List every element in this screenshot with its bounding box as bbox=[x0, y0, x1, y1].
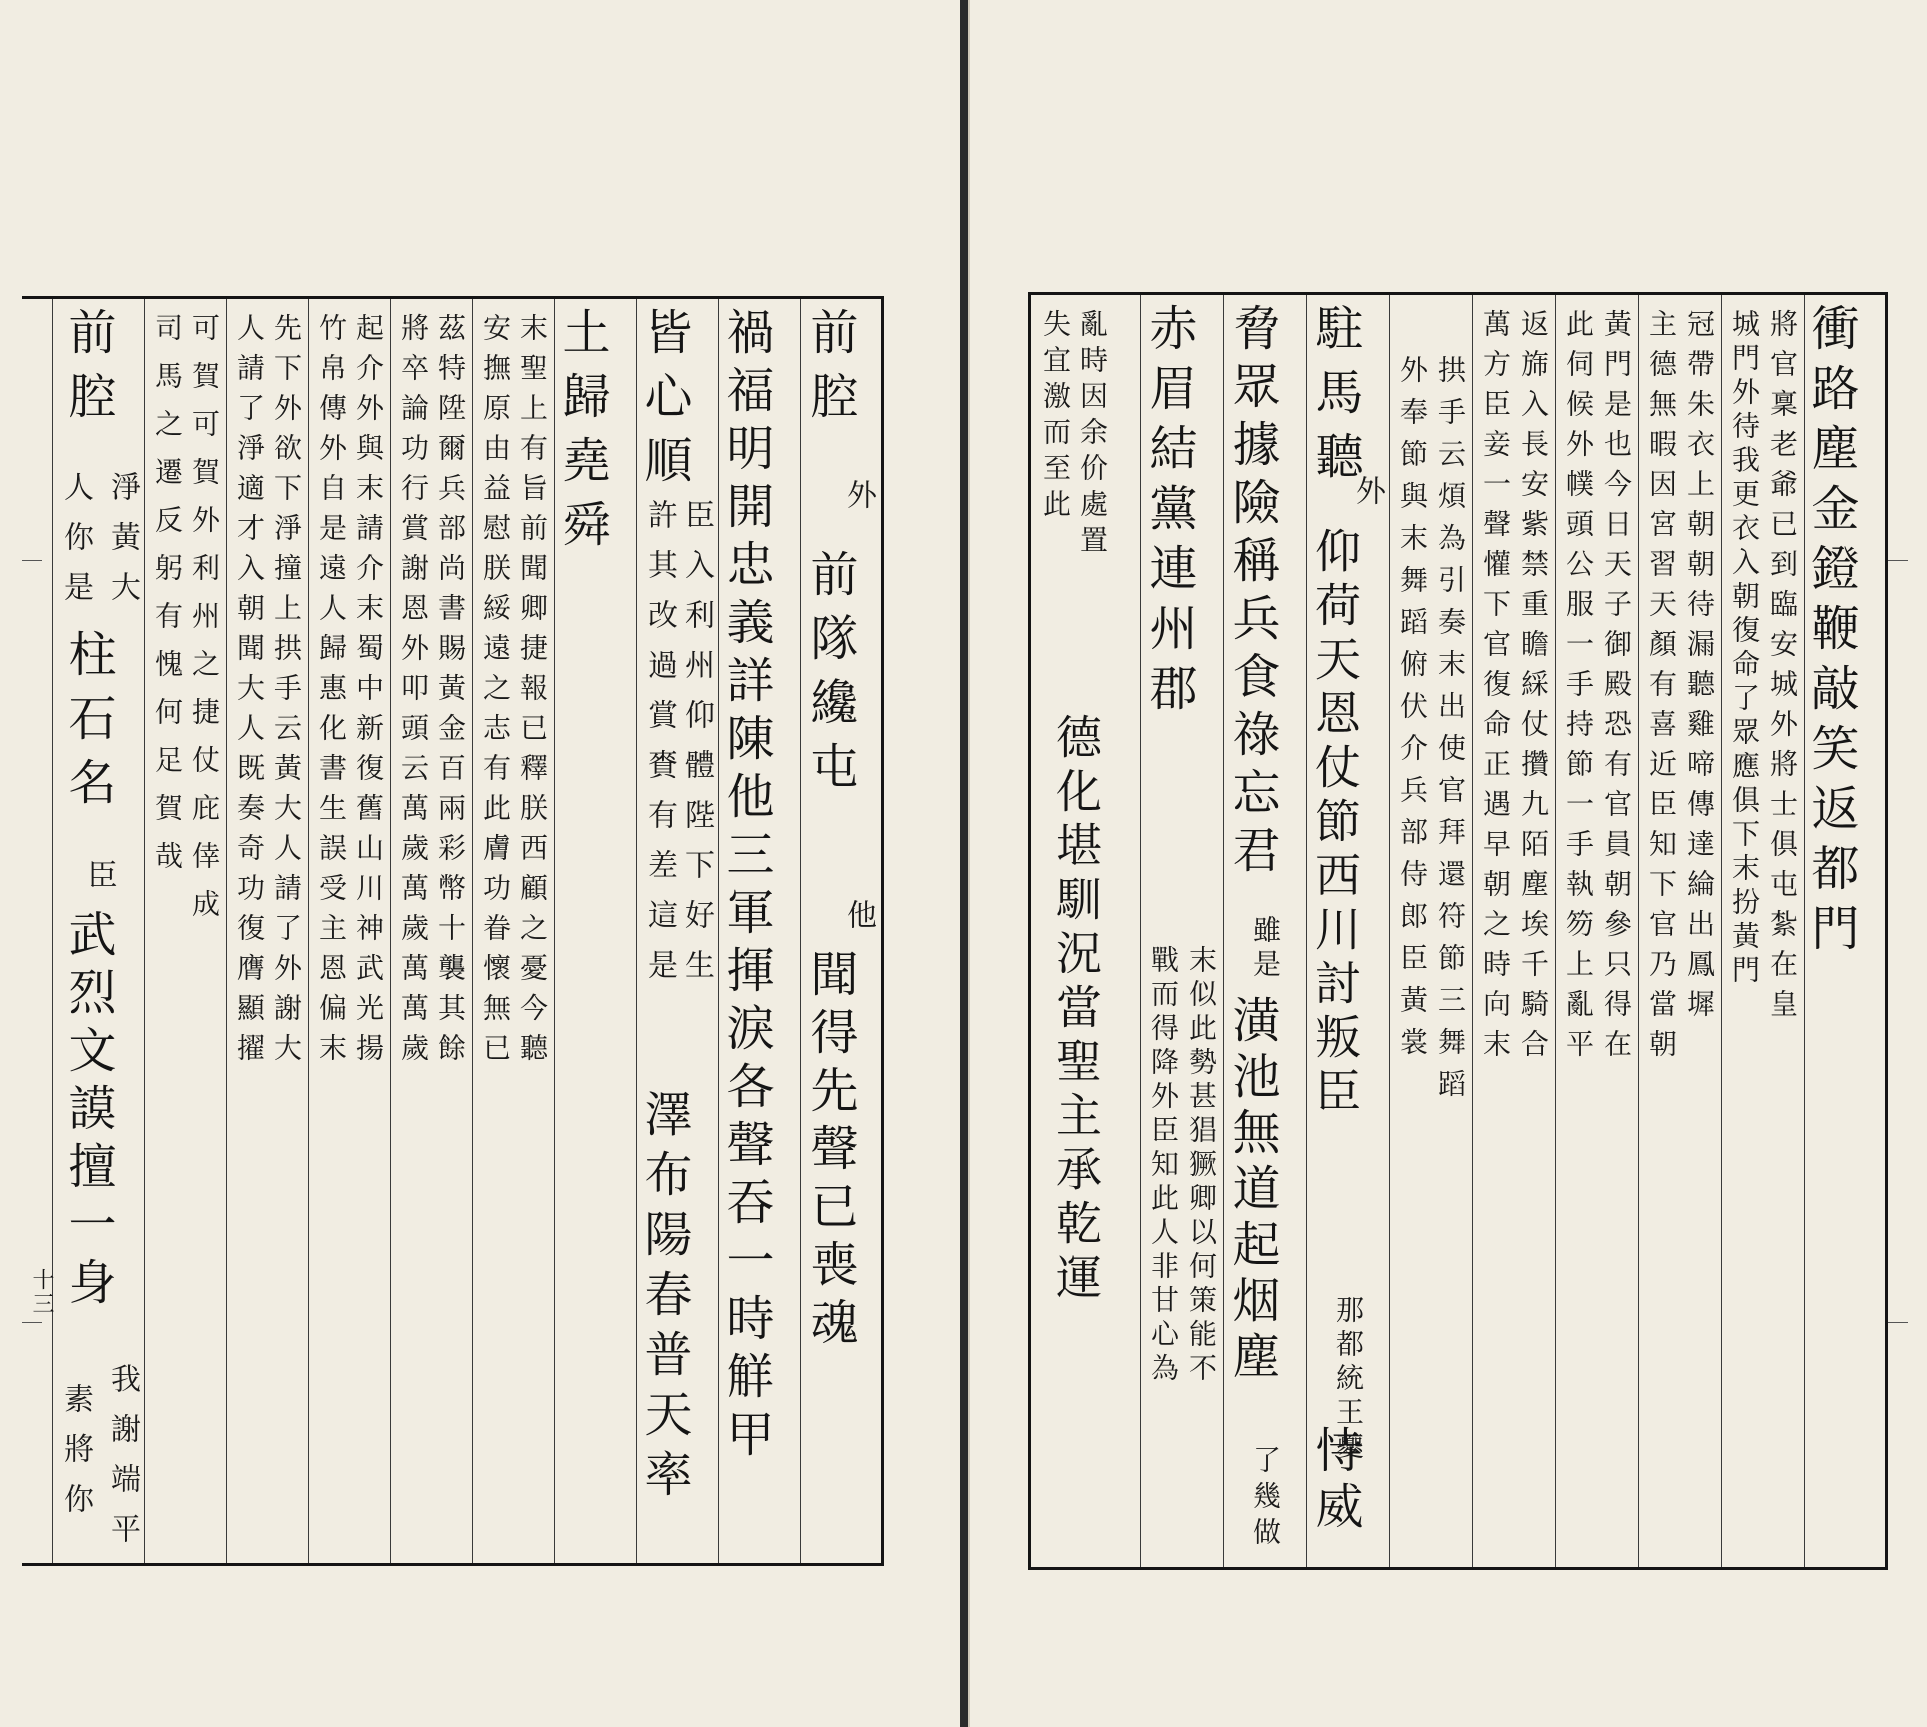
text-column bbox=[1140, 295, 1223, 1567]
text-column bbox=[718, 299, 800, 1563]
column-annotation: 末聖上有旨前聞卿捷報已釋朕西顧之憂今聽 bbox=[516, 313, 549, 1073]
column-annotation: 司馬之遷反躬有愧何足賀哉 bbox=[151, 313, 184, 889]
column-main-text: 前腔 bbox=[60, 307, 116, 435]
text-column bbox=[636, 299, 718, 1563]
text-column bbox=[1389, 295, 1472, 1567]
column-annotation: 他 bbox=[841, 899, 876, 949]
text-column bbox=[1555, 295, 1638, 1567]
left-page bbox=[0, 0, 962, 1727]
text-column bbox=[52, 299, 144, 1563]
text-column bbox=[1223, 295, 1306, 1567]
column-main-text: 駐馬聽 bbox=[1307, 303, 1363, 495]
column-annotation: 先下外欲下淨撞上拱手云黃大人請了外謝大 bbox=[270, 313, 303, 1073]
margin-tick bbox=[1888, 560, 1908, 561]
column-annotation: 主德無暇因宮習天顏有喜近臣知下官乃當朝 bbox=[1645, 309, 1678, 1069]
column-main-text: 土歸堯舜 bbox=[554, 307, 610, 563]
column-annotation: 冠帶朱衣上朝朝待漏聽雞啼傳達綸出鳳墀 bbox=[1683, 309, 1716, 1029]
column-main-text: 前隊纔屯 bbox=[802, 549, 858, 805]
column-main-text: 赤眉結黨連州郡 bbox=[1141, 303, 1197, 723]
column-main-text: 潢池無道起烟塵 bbox=[1224, 995, 1280, 1387]
text-column bbox=[390, 299, 472, 1563]
column-annotation: 返旆入長安紫禁重瞻綵仗攢九陌塵埃千騎合 bbox=[1517, 309, 1550, 1069]
column-main-text: 柱石名 bbox=[60, 629, 116, 821]
column-annotation: 此伺候外幞頭公服一手持節一手執笏上亂平 bbox=[1562, 309, 1595, 1069]
column-annotation: 我謝端平 bbox=[105, 1363, 140, 1563]
column-annotation: 了幾做 bbox=[1249, 1445, 1282, 1553]
margin-tick bbox=[22, 1322, 42, 1323]
text-column bbox=[226, 299, 308, 1563]
column-main-text: 聞得先聲已喪魂 bbox=[802, 949, 858, 1355]
text-column bbox=[1306, 295, 1389, 1567]
page-number: 十三 bbox=[29, 1268, 54, 1316]
column-annotation: 淨黃大 bbox=[105, 471, 140, 621]
text-column bbox=[1031, 295, 1140, 1567]
column-annotation: 素將你 bbox=[58, 1383, 93, 1533]
text-column bbox=[1721, 295, 1804, 1567]
column-annotation: 城門外待我更衣入朝復命了眾應俱下末扮黃門 bbox=[1728, 309, 1761, 989]
column-annotation: 外 bbox=[1350, 475, 1385, 525]
column-annotation: 許其改過賞賚有差這是 bbox=[642, 499, 677, 999]
column-annotation: 那都統王夔 bbox=[1332, 1295, 1365, 1465]
column-main-text: 皆心順 bbox=[636, 307, 692, 499]
text-column bbox=[308, 299, 390, 1563]
right-text-frame bbox=[1028, 292, 1888, 1570]
column-annotation: 外 bbox=[841, 479, 876, 529]
column-annotation: 臣入利州仰體陛下好生 bbox=[679, 499, 714, 999]
text-column bbox=[1638, 295, 1721, 1567]
column-annotation: 安撫原由益慰朕綏遠之志有此膚功眷懷無已 bbox=[479, 313, 512, 1073]
column-annotation: 起介外與末請介末蜀中新復舊山川神武光揚 bbox=[352, 313, 385, 1073]
column-annotation: 茲特陞爾兵部尚書賜黃金百兩彩幣十襲其餘 bbox=[434, 313, 467, 1073]
column-annotation: 臣 bbox=[81, 859, 117, 909]
column-annotation: 失宜激而至此 bbox=[1039, 309, 1072, 525]
column-annotation: 萬方臣妾一聲懽下官復命正遇早朝之時向末 bbox=[1479, 309, 1512, 1069]
column-annotation: 末似此勢甚猖獗卿以何策能不 bbox=[1185, 945, 1218, 1387]
column-main-text: 德化堪馴況當聖主承乾運 bbox=[1049, 713, 1103, 1307]
margin-tick bbox=[22, 560, 42, 561]
column-annotation: 人請了淨適才入朝聞大人既奏奇功復膺顯擢 bbox=[233, 313, 266, 1073]
column-main-text: 恃威 bbox=[1307, 1425, 1363, 1537]
column-main-text: 前腔 bbox=[802, 307, 858, 435]
column-main-text: 武烈文謨擅一身 bbox=[60, 909, 116, 1315]
column-annotation: 竹帛傳外自是遠人歸惠化書生誤受主恩偏末 bbox=[315, 313, 348, 1073]
column-annotation: 人你是 bbox=[58, 471, 93, 621]
column-main-text: 澤布陽春普天率 bbox=[636, 1089, 692, 1509]
margin-tick bbox=[1888, 1322, 1908, 1323]
column-annotation: 將卒論功行賞謝恩外叩頭云萬歲萬歲萬萬歲 bbox=[397, 313, 430, 1073]
column-main-text: 衝路塵金鐙鞭敲笑返都門 bbox=[1803, 303, 1859, 963]
text-column bbox=[1804, 295, 1885, 1567]
column-main-text: 脅眾據險稱兵食祿忘君 bbox=[1224, 303, 1280, 883]
book-gutter bbox=[960, 0, 968, 1727]
column-annotation: 可賀可賀外利州之捷仗庇倖成 bbox=[188, 313, 221, 937]
column-annotation: 亂時因余价處置 bbox=[1076, 309, 1109, 561]
text-column bbox=[144, 299, 226, 1563]
left-text-frame bbox=[22, 296, 884, 1566]
text-column bbox=[554, 299, 636, 1563]
column-annotation: 將官稟老爺已到臨安城外將士俱屯紮在皇 bbox=[1766, 309, 1799, 1029]
text-column bbox=[1472, 295, 1555, 1567]
text-column bbox=[472, 299, 554, 1563]
column-main-text: 禍福明開忠義詳陳他三軍揮淚各聲吞一時觧甲 bbox=[718, 307, 774, 1467]
column-annotation: 拱手云煩為引奏末出使官拜還符節三舞蹈 bbox=[1434, 355, 1467, 1111]
column-annotation: 戰而得降外臣知此人非甘心為 bbox=[1147, 945, 1180, 1387]
column-main-text: 仰荷天恩仗節西川討叛臣 bbox=[1308, 527, 1362, 1121]
text-column bbox=[800, 299, 884, 1563]
column-annotation: 外奉節與末舞蹈俯伏介兵部侍郎臣黃裳 bbox=[1396, 355, 1429, 1069]
column-annotation: 黃門是也今日天子御殿恐有官員朝參只得在 bbox=[1600, 309, 1633, 1069]
column-annotation: 雖是 bbox=[1249, 915, 1282, 983]
